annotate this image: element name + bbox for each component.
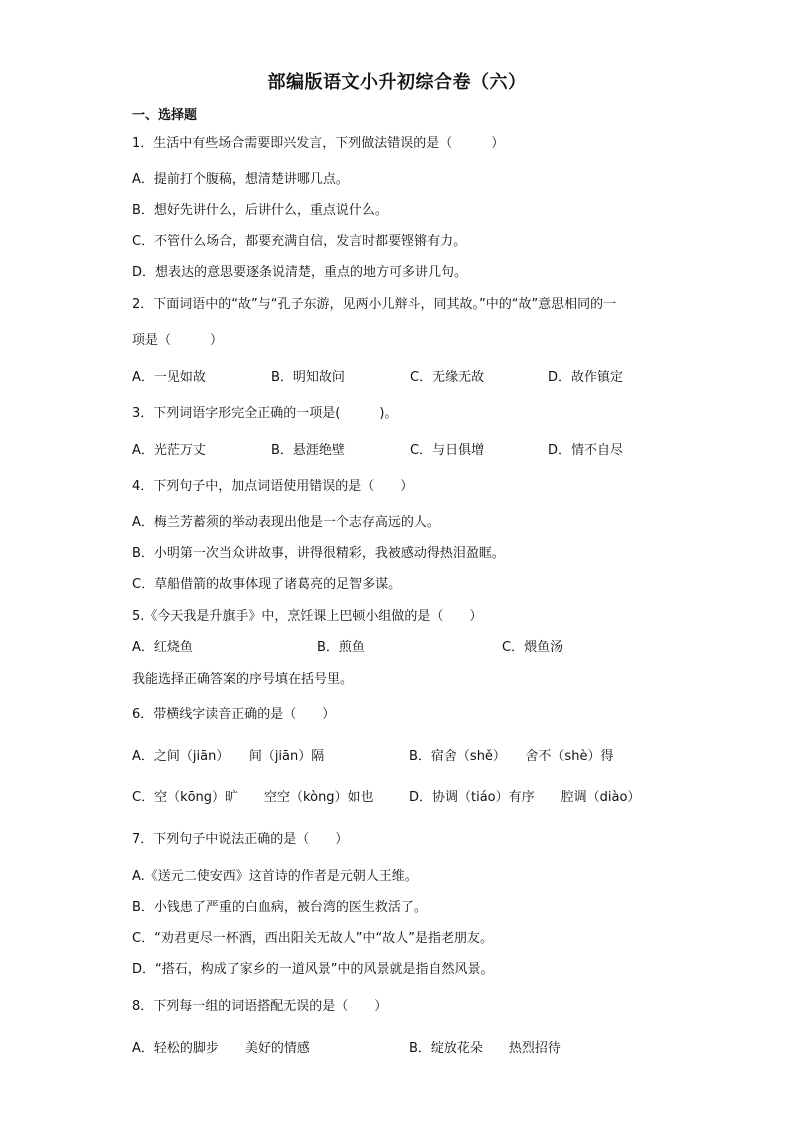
question-7-option-d: D．“搭石，构成了家乡的一道风景”中的风景就是指自然风景。 [132, 962, 494, 977]
question-2-stem-line1: 2．下面词语中的“故”与“孔子东游，见两小儿辩斗，同其故。”中的“故”意思相同的一 [132, 297, 617, 312]
question-1-stem: 1．生活中有些场合需要即兴发言，下列做法错误的是（ ） [132, 136, 505, 151]
question-6-option-b: B．宿舍（shě） 舍不（shè）得 [409, 749, 614, 764]
page-title: 部编版语文小升初综合卷（六） [267, 72, 527, 93]
question-5-option-b: B．煎鱼 [317, 640, 365, 655]
question-7-option-c: C．“劝君更尽一杯酒，西出阳关无故人”中“故人”是指老朋友。 [132, 931, 494, 946]
question-2-option-c: C．无缘无故 [410, 370, 485, 385]
question-8-stem: 8．下列每一组的词语搭配无误的是（ ） [132, 999, 388, 1014]
question-2-stem-line2: 项是（ ） [132, 333, 224, 348]
question-4-option-c: C．草船借箭的故事体现了诸葛亮的足智多谋。 [132, 577, 402, 592]
question-3-option-d: D．情不自尽 [548, 443, 624, 458]
question-2-option-a: A．一见如故 [132, 370, 206, 385]
question-1-option-d: D．想表达的意思要逐条说清楚，重点的地方可多讲几句。 [132, 265, 468, 280]
section-heading: 一、选择题 [132, 108, 198, 123]
question-7-option-b: B．小钱患了严重的白血病，被台湾的医生救活了。 [132, 900, 427, 915]
question-6-option-c: C．空（kōng）旷 空空（kòng）如也 [132, 790, 374, 805]
question-6-option-d: D．协调（tiáo）有序 腔调（diào） [409, 790, 641, 805]
question-7-option-a: A.《送元二使安西》这首诗的作者是元朝人王维。 [132, 869, 418, 884]
question-5-option-c: C．煨鱼汤 [502, 640, 564, 655]
question-3-stem: 3．下列词语字形完全正确的一项是( )。 [132, 406, 398, 421]
question-6-option-a: A．之间（jiān） 间（jiān）隔 [132, 749, 325, 764]
question-2-option-b: B．明知故问 [271, 370, 345, 385]
question-4-stem: 4．下列句子中，加点词语使用错误的是（ ） [132, 479, 414, 494]
question-1-option-b: B．想好先讲什么，后讲什么，重点说什么。 [132, 203, 388, 218]
question-8-option-b: B．绽放花朵 热烈招待 [409, 1041, 561, 1056]
question-4-option-b: B．小明第一次当众讲故事，讲得很精彩，我被感动得热泪盈眶。 [132, 546, 505, 561]
question-1-option-a: A．提前打个腹稿，想清楚讲哪几点。 [132, 172, 349, 187]
question-6-stem: 6．带横线字读音正确的是（ ） [132, 707, 336, 722]
question-8-option-a: A．轻松的脚步 美好的情感 [132, 1041, 310, 1056]
instruction-note: 我能选择正确答案的序号填在括号里。 [132, 672, 354, 687]
question-3-option-a: A．光茫万丈 [132, 443, 206, 458]
question-2-option-d: D．故作镇定 [548, 370, 624, 385]
question-1-option-c: C．不管什么场合，都要充满自信，发言时都要铿锵有力。 [132, 234, 467, 249]
question-7-stem: 7．下列句子中说法正确的是（ ） [132, 832, 349, 847]
question-5-stem: 5.《今天我是升旗手》中，烹饪课上巴顿小组做的是（ ） [132, 609, 483, 624]
question-4-option-a: A．梅兰芳蓄须的举动表现出他是一个志存高远的人。 [132, 515, 440, 530]
question-3-option-b: B．悬涯绝壁 [271, 443, 345, 458]
question-5-option-a: A．红烧鱼 [132, 640, 193, 655]
question-3-option-c: C．与日俱增 [410, 443, 485, 458]
